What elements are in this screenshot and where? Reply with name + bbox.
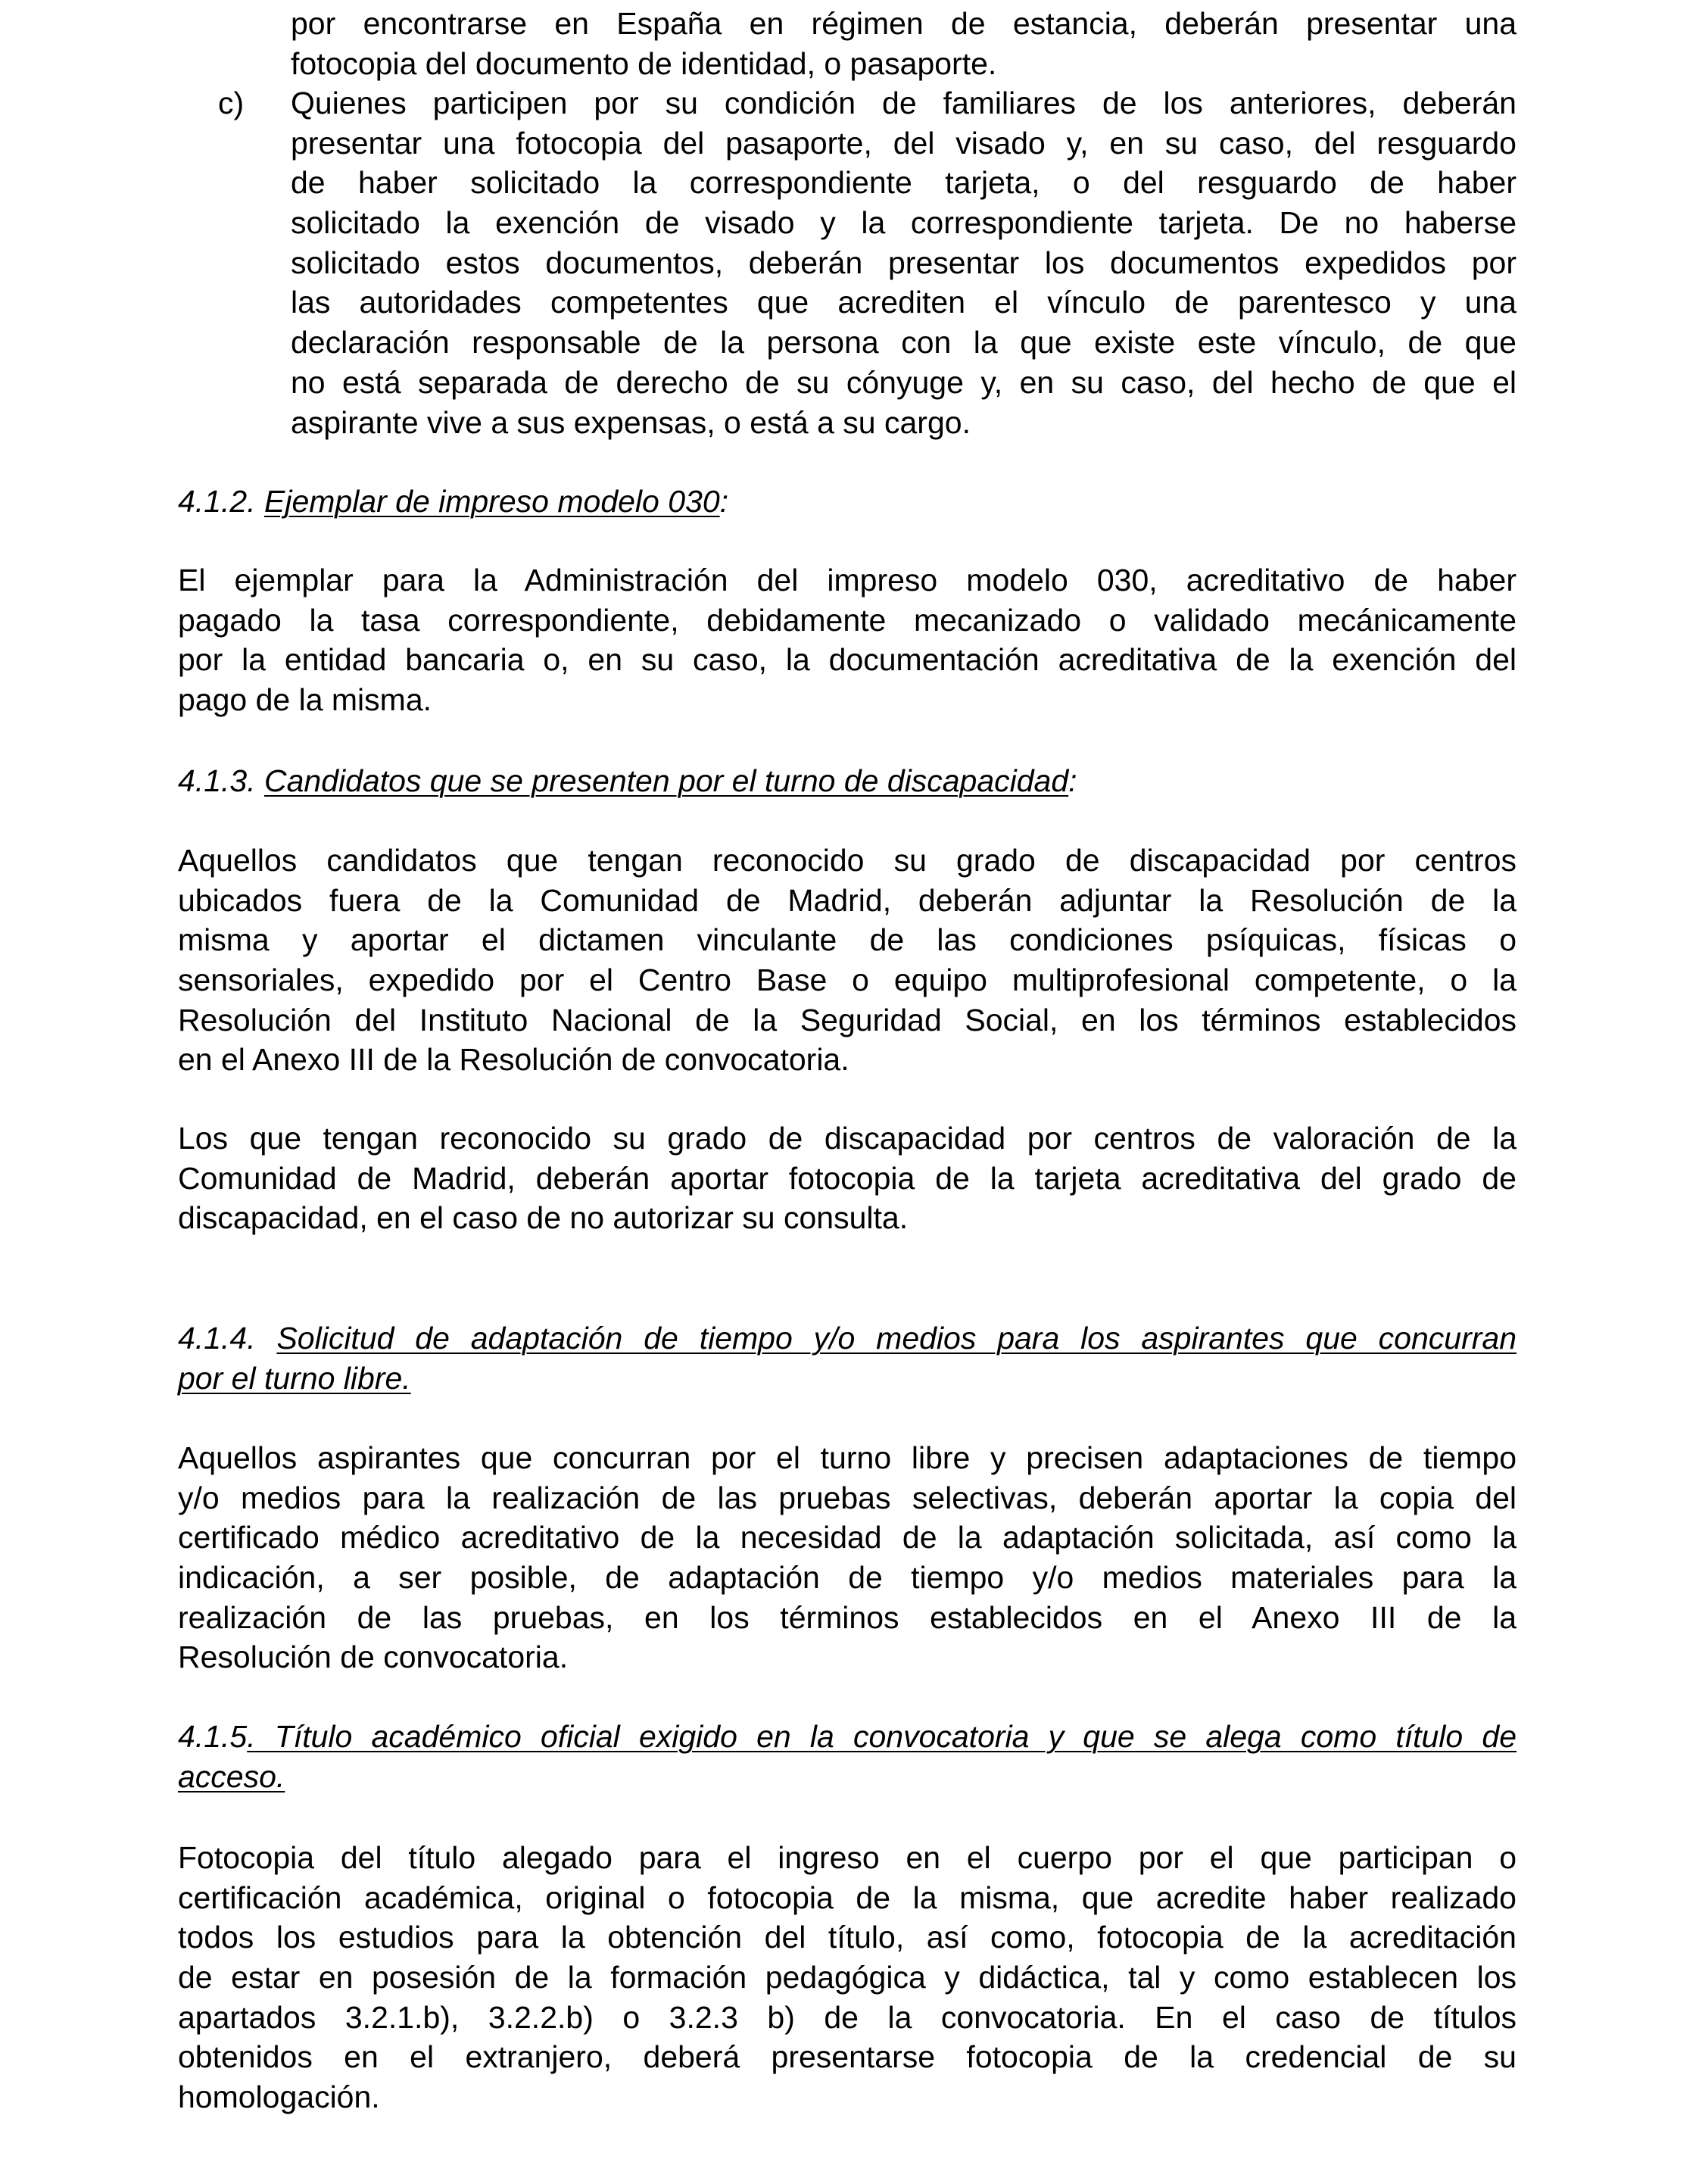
paragraph <box>291 83 1517 442</box>
section-heading <box>178 1318 1517 1398</box>
text-line: todos los estudios para la obtención del título, así como, fotocopia de la acreditación <box>178 1920 1517 1955</box>
heading-line <box>178 1359 1517 1399</box>
text-line: obtenidos en el extranjero, deberá presentarse fotocopia de la credencial de su <box>178 2039 1517 2075</box>
heading-line <box>178 1757 1517 1797</box>
heading-line <box>178 1318 1517 1359</box>
text-line: presentar una fotocopia del pasaporte, del visado y, en su caso, del resguardo <box>291 125 1517 161</box>
text-line: Resolución de convocatoria. <box>178 1640 569 1675</box>
heading-line <box>178 482 1517 522</box>
paragraph <box>178 560 1517 720</box>
text-line: Quienes participen por su condición de familiares de los anteriores, deberán <box>291 86 1517 120</box>
text-line: ubicados fuera de la Comunidad de Madrid, deberán adjuntar la Resolución de la <box>178 882 1517 918</box>
text-line: de haber solicitado la correspondiente tarjeta, o del resguardo de haber <box>291 165 1517 201</box>
text-line: solicitado la exención de visado y la correspondiente tarjeta. De no haberse <box>291 205 1517 241</box>
section-heading <box>178 761 1517 801</box>
section-number: 4.1.4. <box>178 1321 277 1356</box>
heading-line <box>178 761 1517 801</box>
text-line: certificación académica, original o fotocopia de la misma, que acredite haber realizado <box>178 1880 1517 1915</box>
text-line: sensoriales, expedido por el Centro Base o equipo multiprofesional competente, o la <box>178 963 1517 998</box>
section-title: Candidatos que se presenten por el turno de discapacidad <box>263 763 1069 798</box>
section-number: 4.1.5 <box>178 1719 248 1754</box>
text-line: discapacidad, en el caso de no autorizar su consulta. <box>178 1200 909 1236</box>
section-title: acceso. <box>178 1758 285 1794</box>
text-line: no está separada de derecho de su cónyuge y, en su caso, del hecho de que el <box>291 364 1517 400</box>
text-line: por encontrarse en España en régimen de estancia, deberán presentar una <box>291 6 1517 41</box>
text-line: de estar en posesión de la formación pedagógica y didáctica, tal y como establecen los <box>178 1960 1517 1995</box>
text-line: misma y aportar el dictamen vinculante de las condiciones psíquicas, físicas o <box>178 922 1517 958</box>
text-line: por la entidad bancaria o, en su caso, la documentación acreditativa de la exención del <box>178 642 1517 678</box>
text-line: Fotocopia del título alegado para el ingreso en el cuerpo por el que participan o <box>178 1840 1517 1875</box>
list-label: c) <box>218 86 245 120</box>
section-title: . Título académico oficial exigido en la convocatoria y que se alega como título de <box>247 1719 1517 1754</box>
text-line: apartados 3.2.1.b), 3.2.2.b) o 3.2.3 b) de la convocatoria. En el caso de títulos <box>178 1999 1517 2035</box>
text-line: en el Anexo III de la Resolución de convocatoria. <box>178 1042 849 1078</box>
section-title: Ejemplar de impreso modelo 030 <box>263 484 720 519</box>
paragraph <box>178 841 1517 1080</box>
heading-line <box>178 1717 1517 1757</box>
paragraph <box>291 4 1517 83</box>
section-title: Solicitud de adaptación de tiempo y/o medios para los aspirantes que concurran <box>276 1321 1517 1356</box>
text-line: fotocopia del documento de identidad, o pasaporte. <box>291 45 997 81</box>
text-line: solicitado estos documentos, deberán presentar los documentos expedidos por <box>291 245 1517 280</box>
paragraph <box>178 1119 1517 1238</box>
text-line: pago de la misma. <box>178 682 432 718</box>
text-line: aspirante vive a sus expensas, o está a su cargo. <box>291 404 971 440</box>
text-line: realización de las pruebas, en los términos establecidos en el Anexo III de la <box>178 1599 1517 1635</box>
text-line: las autoridades competentes que acrediten el vínculo de parentesco y una <box>291 285 1517 320</box>
text-line: indicación, a ser posible, de adaptación de tiempo y/o medios materiales para la <box>178 1560 1517 1596</box>
section-number: 4.1.2. <box>178 484 264 519</box>
section-number: 4.1.3. <box>178 763 264 798</box>
text-line: Aquellos aspirantes que concurran por el turno libre y precisen adaptaciones de tiempo <box>178 1440 1517 1475</box>
section-heading <box>178 1717 1517 1796</box>
paragraph <box>178 1438 1517 1677</box>
text-line: homologación. <box>178 2079 380 2115</box>
heading-suffix: : <box>719 484 729 519</box>
text-line: declaración responsable de la persona con la que existe este vínculo, de que <box>291 325 1517 360</box>
text-line: Comunidad de Madrid, deberán aportar fotocopia de la tarjeta acreditativa del grado de <box>178 1160 1517 1196</box>
text-line: pagado la tasa correspondiente, debidamente mecanizado o validado mecánicamente <box>178 602 1517 638</box>
paragraph <box>178 1838 1517 2117</box>
section-heading <box>178 482 1517 522</box>
heading-suffix: : <box>1068 763 1077 798</box>
text-line: Resolución del Instituto Nacional de la Seguridad Social, en los términos establecidos <box>178 1002 1517 1037</box>
text-line: certificado médico acreditativo de la necesidad de la adaptación solicitada, así como la <box>178 1520 1517 1555</box>
text-line: Los que tengan reconocido su grado de discapacidad por centros de valoración de la <box>178 1121 1517 1156</box>
text-line: y/o medios para la realización de las pruebas selectivas, deberán aportar la copia del <box>178 1480 1517 1515</box>
section-title: por el turno libre. <box>178 1360 411 1396</box>
text-line: El ejemplar para la Administración del impreso modelo 030, acreditativo de haber <box>178 563 1517 597</box>
text-line: Aquellos candidatos que tengan reconocido su grado de discapacidad por centros <box>178 843 1517 878</box>
